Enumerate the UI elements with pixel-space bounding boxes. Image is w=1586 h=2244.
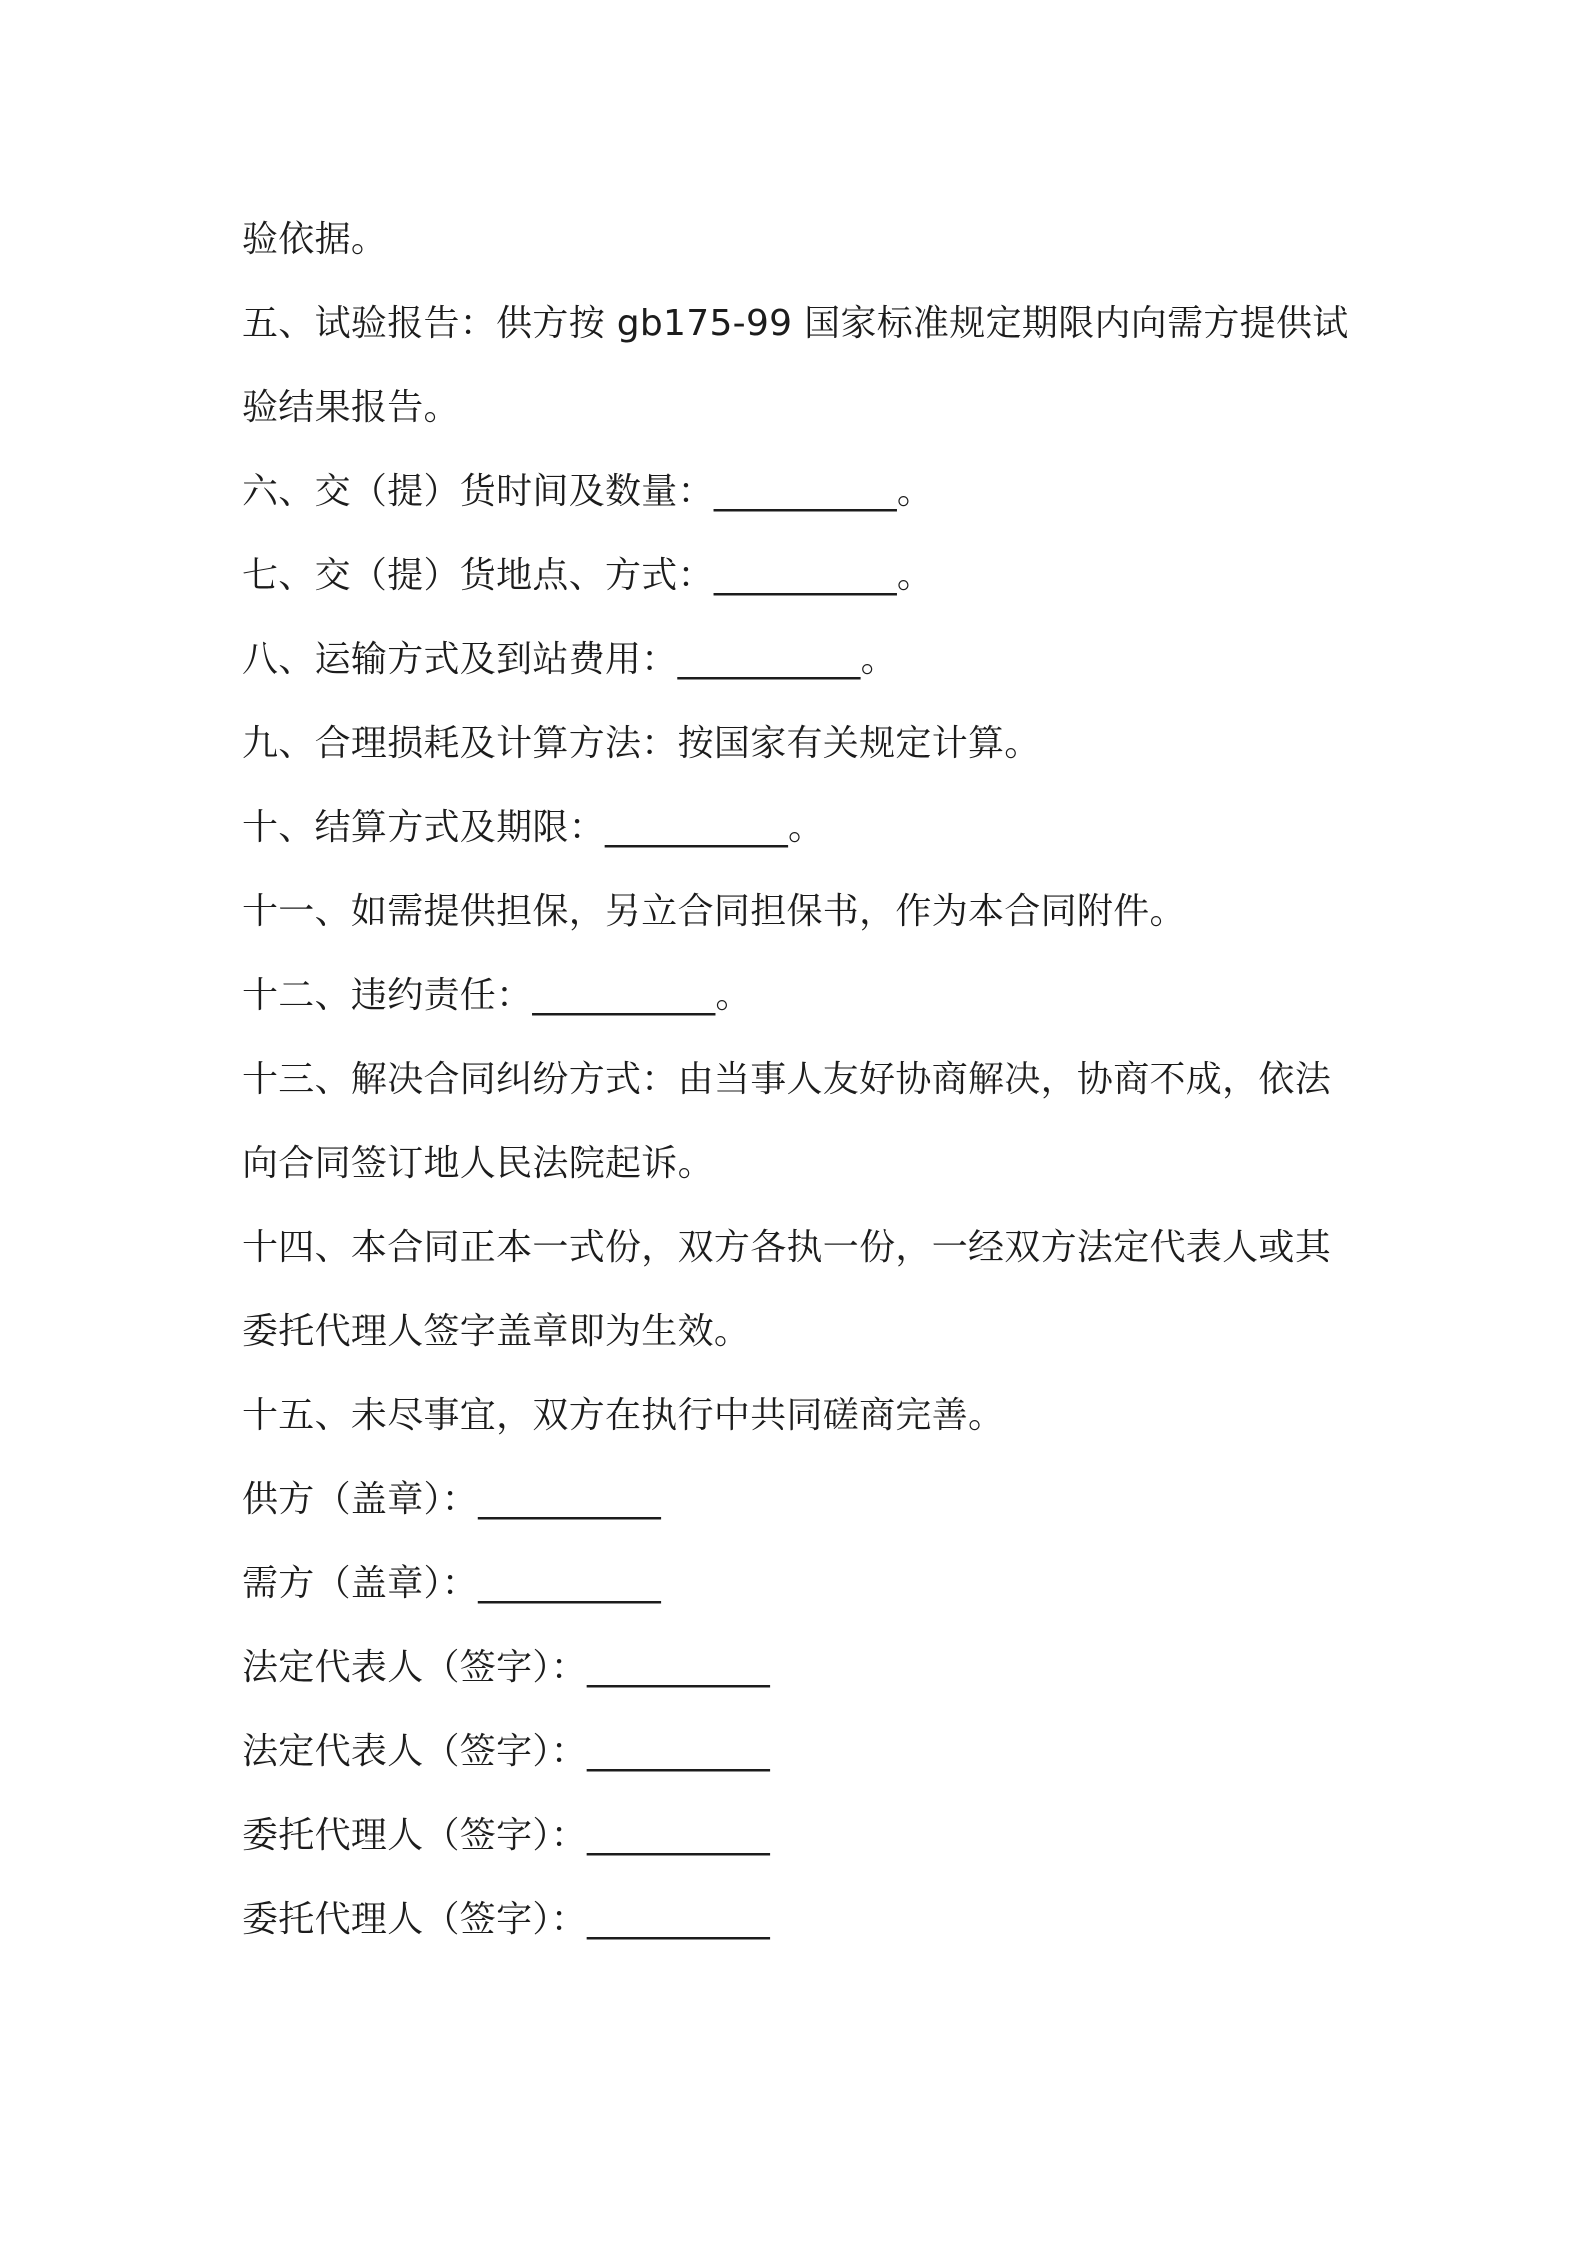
text-line: 验结果报告。 [242, 387, 460, 428]
legal-rep-signature-field: 法定代表人（签字）：__________ [242, 1647, 770, 1688]
clause-6-delivery-time: 六、交（提）货时间及数量：__________。 [242, 471, 934, 512]
legal-rep-signature-field: 法定代表人（签字）：__________ [242, 1731, 770, 1772]
text-line: 委托代理人签字盖章即为生效。 [242, 1311, 751, 1352]
buyer-seal-field: 需方（盖章）：__________ [242, 1563, 662, 1604]
clause-5-test-report: 五、试验报告：供方按 gb175-99 国家标准规定期限内向需方提供试 [242, 303, 1349, 344]
supplier-seal-field: 供方（盖章）：__________ [242, 1479, 662, 1520]
agent-signature-field: 委托代理人（签字）：__________ [242, 1899, 770, 1940]
clause-7-delivery-place: 七、交（提）货地点、方式：__________。 [242, 555, 934, 596]
clause-12-liability: 十二、违约责任：__________。 [242, 975, 752, 1016]
clause-10-settlement: 十、结算方式及期限：__________。 [242, 807, 825, 848]
clause-11-guarantee: 十一、如需提供担保，另立合同担保书，作为本合同附件。 [242, 891, 1186, 932]
clause-9-loss-calculation: 九、合理损耗及计算方法：按国家有关规定计算。 [242, 723, 1041, 764]
text-line: 向合同签订地人民法院起诉。 [242, 1143, 714, 1184]
document-body [242, 198, 1362, 1962]
clause-8-transport: 八、运输方式及到站费用：__________。 [242, 639, 897, 680]
agent-signature-field: 委托代理人（签字）：__________ [242, 1815, 770, 1856]
text-line: 验依据。 [242, 219, 388, 260]
clause-14-copies: 十四、本合同正本一式份，双方各执一份，一经双方法定代表人或其 [242, 1227, 1332, 1268]
clause-15-other-matters: 十五、未尽事宜，双方在执行中共同磋商完善。 [242, 1395, 1005, 1436]
clause-13-dispute: 十三、解决合同纠纷方式：由当事人友好协商解决，协商不成，依法 [242, 1059, 1332, 1100]
